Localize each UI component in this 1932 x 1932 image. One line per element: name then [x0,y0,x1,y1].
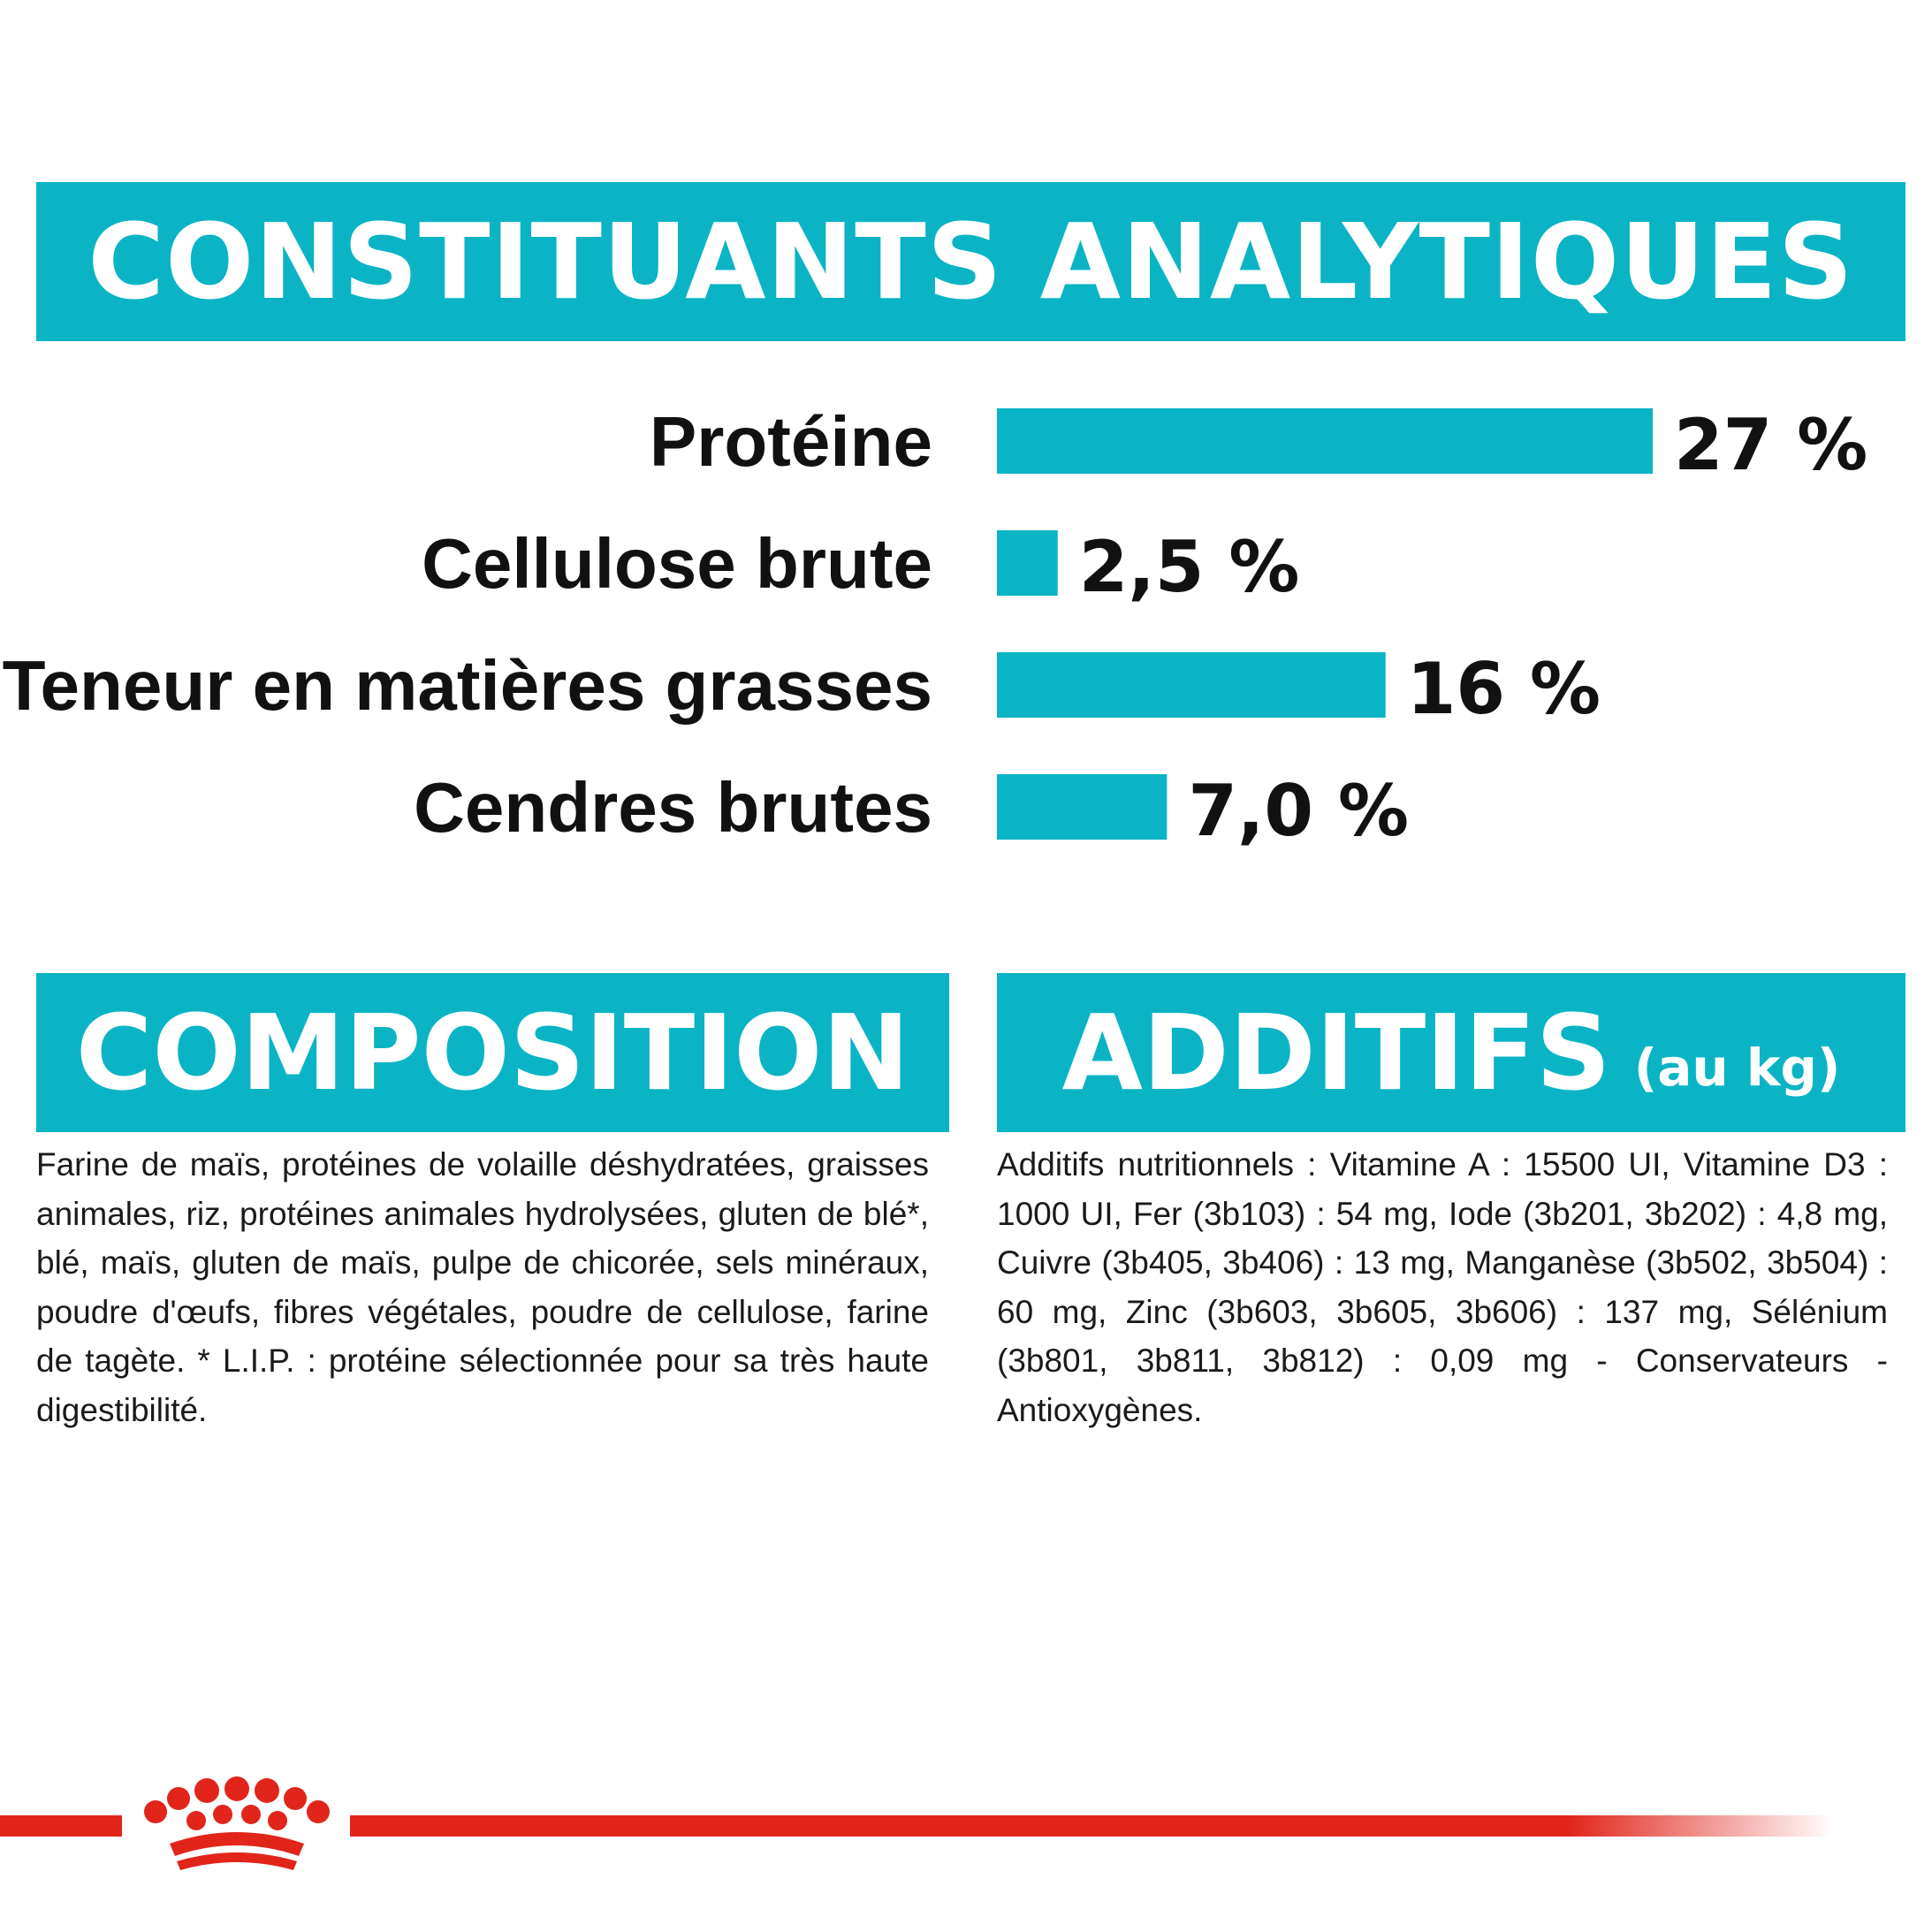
composition-title: COMPOSITION [75,992,910,1114]
additifs-title: ADDITIFS [1061,992,1611,1114]
bar [997,408,1653,474]
bar-category-label: Cellulose brute [422,524,932,603]
additifs-unit-suffix: (au kg) [1633,1038,1841,1098]
additifs-banner [997,973,1905,1132]
footer-line-left [0,1815,122,1837]
bar-value-label: 16 % [1406,648,1601,730]
bar-category-label: Cendres brutes [414,768,932,847]
bar-value-label: 2,5 % [1078,526,1300,608]
bar-category-label: Protéine [649,402,932,481]
analytics-banner [36,182,1905,341]
footer-line-right [350,1815,1835,1837]
royal-canin-crown-icon [144,1776,330,1870]
bar-category-label: Teneur en matières grasses [2,646,932,725]
analytics-bar-chart [0,371,1932,866]
bar [997,530,1058,596]
brand-footer [0,1776,1932,1874]
bar [997,774,1167,840]
composition-banner [36,973,949,1132]
bar-value-label: 27 % [1674,404,1868,486]
additifs-paragraph: Additifs nutritionnels : Vitamine A : 15500 UI, Vitamine D3 : 1000 UI, Fer (3b103) : 54 mg, Iode (3b201, 3b202) : 4,8 mg, Cuivre (3b405, 3b406) : 13 mg, Manganèse (3b502, 3b504) : 60 mg, Zinc (3b603, 3b605, 3b606) : 137 mg, Sélénium (3b801, 3b811, 3b812) : 0,09 mg - Conservateurs - Antioxygènes. [997,1146,1888,1428]
bar-value-label: 7,0 % [1188,770,1410,852]
composition-paragraph: Farine de maïs, protéines de volaille déshydratées, graisses animales, riz, protéines animales hydrolysées, gluten de blé*, blé, maïs, gluten de maïs, pulpe de chicorée, sels minéraux, poudre d'œufs, fibres végétales, poudre de cellulose, farine de tagète. * L.I.P. : protéine sélectionnée pour sa très haute digestibilité. [36,1146,929,1428]
bar [997,652,1386,718]
analytics-title: CONSTITUANTS ANALYTIQUES [87,201,1854,323]
